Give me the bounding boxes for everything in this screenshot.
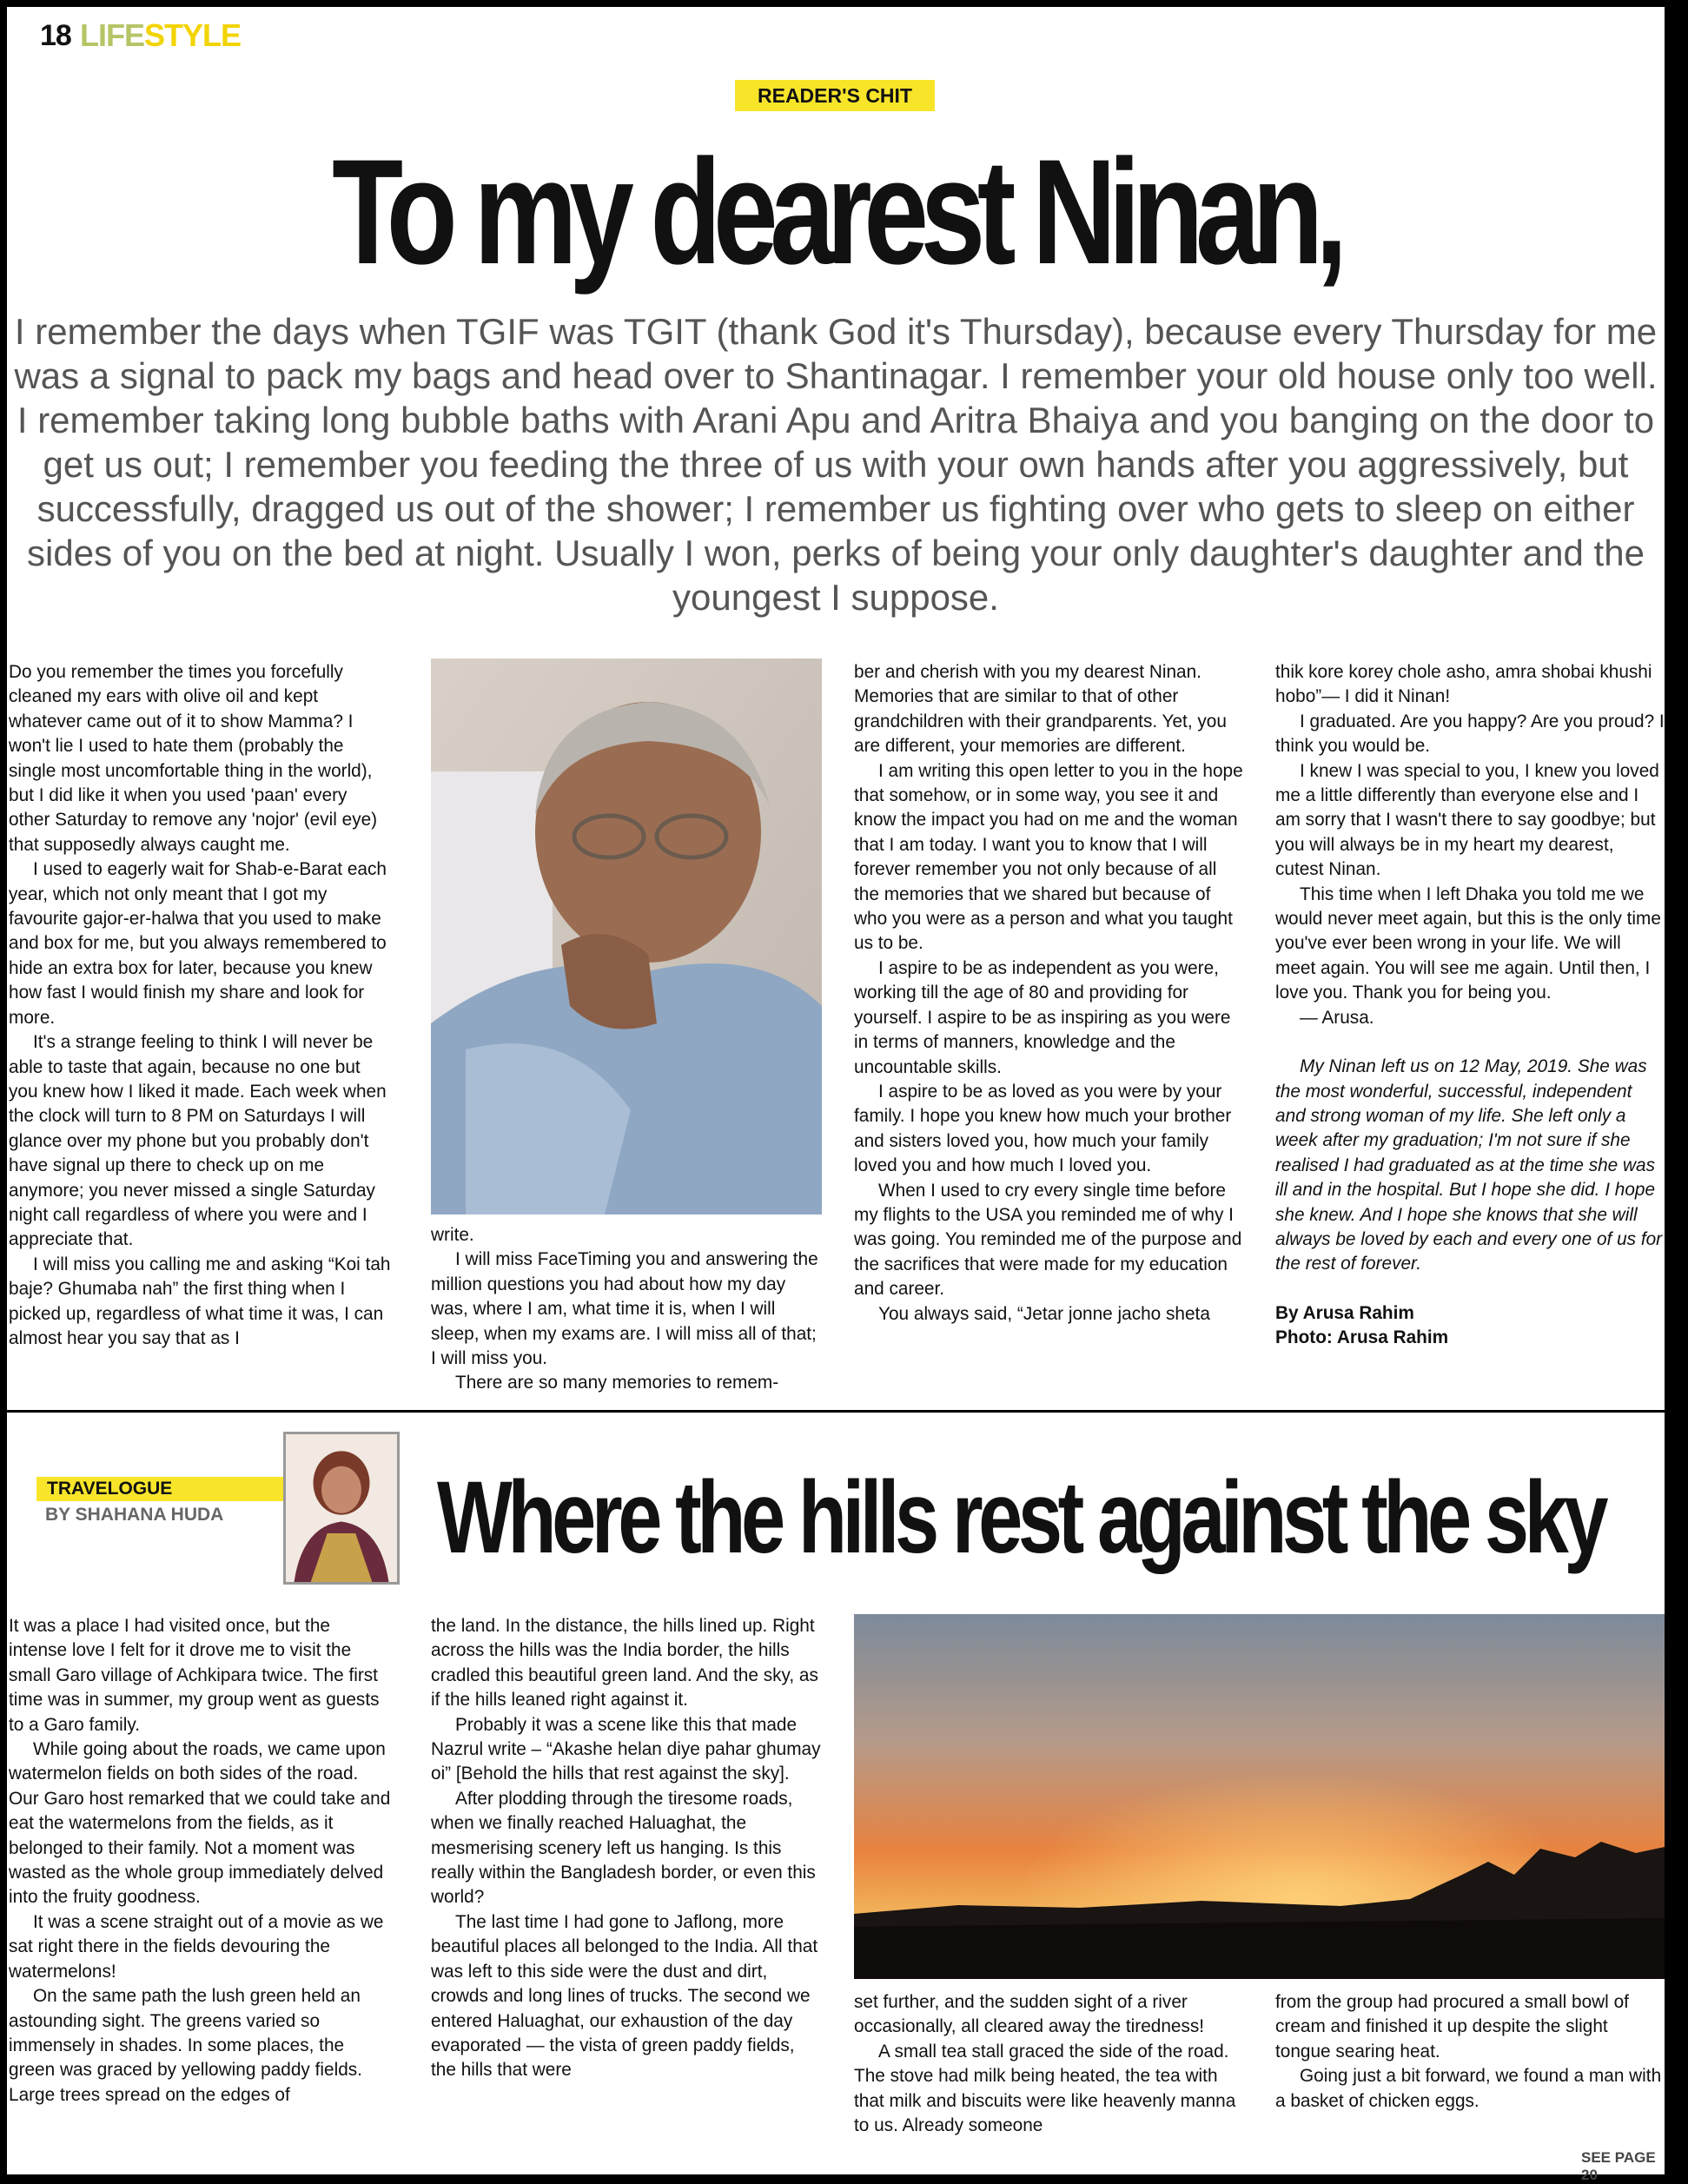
travel-column-2 [431, 1614, 822, 2083]
paragraph: When I used to cry every single time before my flights to the USA you reminded me of why I was going. You reminded me of the purpose and the sacrifices that were made for my education and career. [854, 1180, 1242, 1300]
page-number: 18 [40, 19, 71, 52]
paragraph: Probably it was a scene like this that made Nazrul write – “Akashe helan diye pahar ghumay oi” [Behold the hills that rest against the sky]. [431, 1714, 821, 1784]
photo-credit: Photo: Arusa Rahim [1275, 1327, 1449, 1348]
travel-column-3 [854, 1990, 1245, 2138]
letter-column-3 [854, 660, 1245, 1327]
paragraph: I aspire to be as independent as you were, working till the age of 80 and providing for yourself. I aspire to be as inspiring as you were in terms of manners, knowledge and the uncountable skills. [854, 957, 1231, 1077]
paragraph: write. [431, 1225, 474, 1245]
paragraph: set further, and the sudden sight of a river occasionally, all cleared away the tiredness! [854, 1992, 1205, 2037]
paragraph: thik kore korey chole asho, amra shobai khushi hobo”— I did it Ninan! [1275, 662, 1652, 707]
continued-note: SEE PAGE 20 [1581, 2149, 1656, 2183]
paragraph: Do you remember the times you forcefully cleaned my ears with olive oil and kept whatever came out of it to show Mamma? I won't lie I used to hate them (probably the single most uncomfortable thing in the world), but I did like it when you used 'paan' every other Saturday to remove any 'nojor' (evil eye) that supposedly always caught me. [9, 662, 378, 855]
paragraph: I knew I was special to you, I knew you loved me a little differently than everyone else and I am sorry that I wasn't there to say goodbye; but you will always be in my heart my dearest, cutest Ninan. [1275, 760, 1659, 880]
section-title: LIFESTYLE [80, 17, 242, 53]
spacer [1275, 1277, 1665, 1301]
paragraph: I am writing this open letter to you in the hope that somehow, or in some way, you see it and know the impact you had on me and the woman that I am today. I want you to know that I will forever remember you not only because of all the memories that we shared but because of who you were as a person and what you taught us to be. [854, 760, 1243, 954]
signoff: — Arusa. [1300, 1007, 1374, 1028]
travelogue-headline: Where the hills rest against the sky [437, 1460, 1605, 1575]
letter-column-1 [9, 660, 391, 1351]
letter-intro: I remember the days when TGIF was TGIT (thank God it's Thursday), because every Thursday for me was a signal to pack my bags and head over to Shantinagar. I remember your old house only too well. I remember taking long bubble baths with Arani Apu and Aritra Bhaiya and you banging on the door to get us out; I remember you feeding the three of us with your own hands after you aggressively, but successfully, dragged us out of the shower; I remember us fighting over who gets to sleep on either sides of you on the bed at night. Usually I won, perks of being your only daughter's daughter and the youngest I suppose. [14, 311, 1658, 618]
paragraph: Going just a bit forward, we found a man with a basket of chicken eggs. [1275, 2066, 1662, 2111]
letter-column-2 [431, 1223, 822, 1396]
dedication: My Ninan left us on 12 May, 2019. She was the most wonderful, successful, independent and strong woman of my life. She left only a week after my graduation; I'm not sure if she realised I had graduated as at the time she was ill and in the hospital. But I hope she did. I hope she knew. And I hope she knows that she will always be loved by each and every one of us for the rest of forever. [1275, 1056, 1663, 1274]
letter-column-4 [1275, 660, 1665, 1351]
readers-chit-kicker: READER'S CHIT [735, 80, 935, 111]
byline: BY SHAHANA HUDA [45, 1505, 224, 1525]
paragraph: the land. In the distance, the hills lined up. Right across the hills was the India border, the hills cradled this beautiful green land. And the sky, as if the hills leaned right against it. [431, 1616, 818, 1711]
paragraph: This time when I left Dhaka you told me we would never meet again, but this is the only time you've ever been wrong in your life. We will meet again. You will see me again. Until then, I love you. Thank you for being you. [1275, 884, 1661, 1003]
paragraph: There are so many memories to remem- [455, 1373, 779, 1393]
section-divider [7, 1410, 1665, 1413]
spacer [1275, 1030, 1665, 1055]
paragraph: After plodding through the tiresome roads, when we finally reached Haluaghat, the mesmerising scenery left us hanging. Is this really within the Bangladesh border, or even this world? [431, 1788, 816, 1908]
paragraph: It was a scene straight out of a movie as we sat right there in the fields devouring the watermelons! [9, 1911, 384, 1982]
author-credit: By Arusa Rahim [1275, 1302, 1414, 1323]
grandmother-photo [431, 659, 822, 1214]
newspaper-page [7, 7, 1665, 2183]
paragraph: I will miss FaceTiming you and answering the million questions you had about how my day was, where I am, what time it is, when I will sleep, when my exams are. I will miss all of that; I will miss you. [431, 1249, 818, 1369]
letter-headline: To my dearest Ninan, [332, 129, 1340, 295]
paragraph: It's a strange feeling to think I will never be able to taste that again, because no one but you knew how I liked it made. Each week when the clock will turn to 8 PM on Saturdays I will glance over my phone but you probably don't have signal up there to check up on me anymore; you never missed a single Saturday night call regardless of where you were and I appreciate that. [9, 1032, 387, 1250]
paragraph: A small tea stall graced the side of the road. The stove had milk being heated, the tea with that milk and biscuits were like heavenly manna to us. Already someone [854, 2041, 1236, 2136]
paragraph: While going about the roads, we came upon watermelon fields on both sides of the road. Our Garo host remarked that we could take and eat the watermelons from the fields, as it belonged to their family. Not a moment was wasted as the whole group immediately delved into the fruity goodness. [9, 1739, 391, 1908]
paragraph: ber and cherish with you my dearest Ninan. Memories that are similar to that of other grandchildren with their grandparents. Yet, you are different, your memories are different. [854, 662, 1227, 757]
paragraph: I used to eagerly wait for Shab-e-Barat each year, which not only meant that I got my favourite gajor-er-halwa that you used to make and box for me, but you always remembered to hide an extra box for later, because you knew how fast I would finish my share and look for more. [9, 859, 387, 1028]
author-portrait [283, 1432, 400, 1585]
travel-column-1 [9, 1614, 391, 2108]
paragraph: I aspire to be as loved as you were by your family. I hope you knew how much your brother and sisters loved you, how much your family loved you and how much I loved you. [854, 1081, 1232, 1176]
paragraph: On the same path the lush green held an astounding sight. The greens varied so immensely in shades. In some places, the green was graced by yellowing paddy fields. Large trees spread on the edges of [9, 1986, 362, 2105]
paragraph: I will miss you calling me and asking “Koi tah baje? Ghumaba nah” the first thing when I picked up, regardless of what time it was, I can almost hear you say that as I [9, 1254, 391, 1348]
sunset-hills-photo [854, 1614, 1665, 1979]
paragraph: I graduated. Are you happy? Are you proud? I think you would be. [1275, 711, 1665, 757]
paragraph: You always said, “Jetar jonne jacho sheta [878, 1303, 1210, 1324]
paragraph: from the group had procured a small bowl of cream and finished it up despite the slight tongue searing heat. [1275, 1992, 1629, 2062]
travelogue-tag: TRAVELOGUE [36, 1477, 294, 1501]
travel-column-4 [1275, 1990, 1665, 2114]
paragraph: It was a place I had visited once, but the intense love I felt for it drove me to visit the small Garo village of Achkipara twice. The first time was in summer, my group went as guests to a Garo family. [9, 1616, 380, 1735]
paragraph: The last time I had gone to Jaflong, more beautiful places all belonged to the India. All that was left to this side were the dust and dirt, crowds and long lines of trucks. The second we entered Haluaghat, our exhaustion of the day evaporated — the vista of green paddy fields, the hills that were [431, 1911, 818, 2081]
